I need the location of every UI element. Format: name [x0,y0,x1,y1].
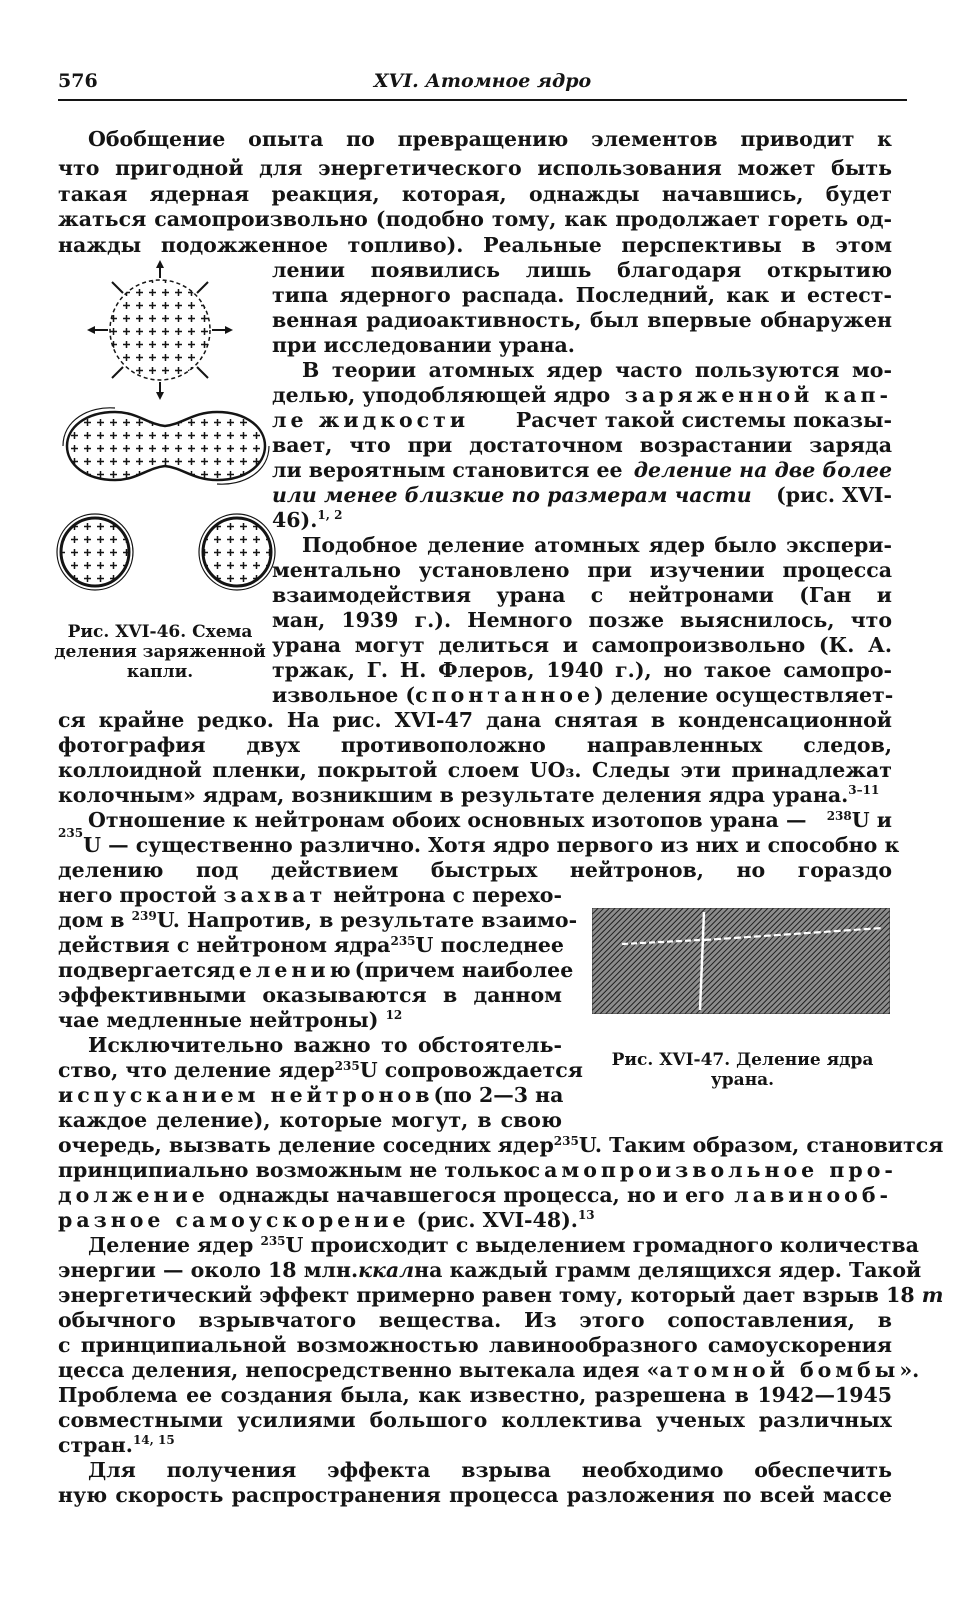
text-line: нажды подожженное топливо). Реальные перспективы в этом [58,233,892,257]
text-line: энергии — около 18 млн. ккал на каждый грамм делящихся ядер. Такой [58,1258,922,1282]
figure-drop-fission [55,260,280,615]
text-line: фотография двух противоположно направленных следов, [58,733,892,757]
text-line: ли вероятным становится ее деление на две более [272,458,892,482]
text-line: с принципиальной возможностью лавинообразного самоускорения [58,1333,892,1357]
text-line: подвергается делению (причем наиболее [58,958,574,982]
text-line: извольное (спонтанное) деление осуществляет- [272,683,894,707]
text-line: эффективными оказываются в данном [58,983,562,1007]
text-line: энергетический эффект примерно равен тому, который дает взрыв 18 т [58,1283,944,1307]
text-line: такая ядерная реакция, которая, однажды начавшись, будет [58,182,892,206]
text-line: Проблема ее создания была, как известно, разрешена в 1942—1945 [58,1383,892,1407]
text-line: В теории атомных ядер часто пользуются мо- [302,358,892,382]
text-line: или менее близкие по размерам части (рис. XVI- [272,483,892,507]
text-line: обычного взрывчатого вещества. Из этого сопоставления, в [58,1308,892,1332]
text-line: Обобщение опыта по превращению элементов приводит к [88,127,892,151]
text-line: действия с нейтроном ядра $^{235}$U последнее [58,933,564,957]
text-line: дом в $^{239}$ U. Напротив, в результате взаимо- [58,908,578,932]
charged-drop [87,260,233,400]
text-line: чае медленные нейтроны) $^{12}$ [58,1008,403,1032]
text-line: очередь, вызвать деление соседних ядер$^{235}$ U. Таким образом, становится [58,1133,944,1157]
figure-cloud-chamber-photo [592,908,890,1014]
text-line: ман, 1939 г.). Немного позже выяснилось, что [272,608,892,632]
text-line: совместными усилиями большого коллектива ученых различных [58,1408,892,1432]
text-line: что пригодной для энергетического использования может быть [58,156,892,180]
text-line: тржак, Г. Н. Флеров, 1940 г.), но такое самопро- [272,658,892,682]
text-line: стран.$^{14, 15}$ [58,1433,175,1457]
page-header [58,70,907,102]
text-line: ся крайне редко. На рис. XVI-47 дана снятая в конденсационной [58,708,892,732]
text-line: лении появились лишь благодаря открытию [272,258,892,282]
text-line: него простой захват нейтрона с перехо- [58,883,562,907]
text-line: разное самоускорение (рис. XVI-48).$^{13}$ [58,1208,595,1232]
text-line: урана могут делиться и самопроизвольно (К. А. [272,633,892,657]
text-line: венная радиоактивность, был впервые обнаружен [272,308,892,332]
text-line: Отношение к нейтронам обоих основных изотопов урана — $^{238}$U и [88,808,892,832]
figure-caption-47: Рис. XVI-47. Деление ядра урана. [611,1050,874,1090]
text-line: ную скорость распространения процесса разложения по всей массе [58,1483,892,1507]
fission-fragment [199,514,275,590]
running-head: XVI. Атомное ядро [373,70,592,92]
text-line: Подобное деление атомных ядер было экспери- [302,533,892,557]
text-line: 235 U — существенно различно. Хотя ядро первого из них и способно к [58,826,900,857]
text-line: вает, что при достаточном возрастании заряда [272,433,892,457]
fission-fragment [57,514,133,590]
header-rule [58,99,907,101]
page-number: 576 [58,70,98,92]
text-line: испусканием нейтронов (по 2—3 на [58,1083,564,1107]
text-line: делью, уподобляющей ядро заряженной кап- [272,383,892,407]
text-line: колочным» ядрам, возникшим в результате деления ядра урана.$^{3-11}$ [58,783,880,807]
text-line: Для получения эффекта взрыва необходимо обеспечить [88,1458,892,1482]
figure-caption-46: Рис. XVI-46. Схема деления заряженной капли. [54,622,266,682]
text-line: ментально установлено при изучении процесса [272,558,892,582]
text-line: Исключительно важно то обстоятель- [88,1033,562,1057]
text-line: коллоидной пленки, покрытой слоем UO₃. Следы эти принадлежат [58,758,892,782]
text-line: должение однажды начавшегося процесса, но и его лавинооб- [58,1183,892,1207]
elongated-drop [63,408,269,484]
text-line: Деление ядер $^{235}$ U происходит с выделением громадного количества [88,1233,919,1257]
text-line: делению под действием быстрых нейтронов, но гораздо [58,858,892,882]
text-line: при исследовании урана. [272,333,575,357]
text-line: каждое деление), которые могут, в свою [58,1108,562,1132]
text-line: цесса деления, непосредственно вытекала идея « атомной бомбы ». [58,1358,920,1382]
text-line: взаимодействия урана с нейтронами (Ган и [272,583,892,607]
text-line: 46).$^{1, 2}$ [272,508,343,532]
text-line: принципиально возможным не только самопроизвольное про- [58,1158,897,1182]
text-line: типа ядерного распада. Последний, как и естест- [272,283,892,307]
text-line: жаться самопроизвольно (подобно тому, как продолжает гореть од- [58,207,892,231]
text-line: ле жидкости Расчет такой системы показы- [272,408,892,432]
text-line: ство, что деление ядер $^{235}$U сопровождается [58,1058,583,1082]
